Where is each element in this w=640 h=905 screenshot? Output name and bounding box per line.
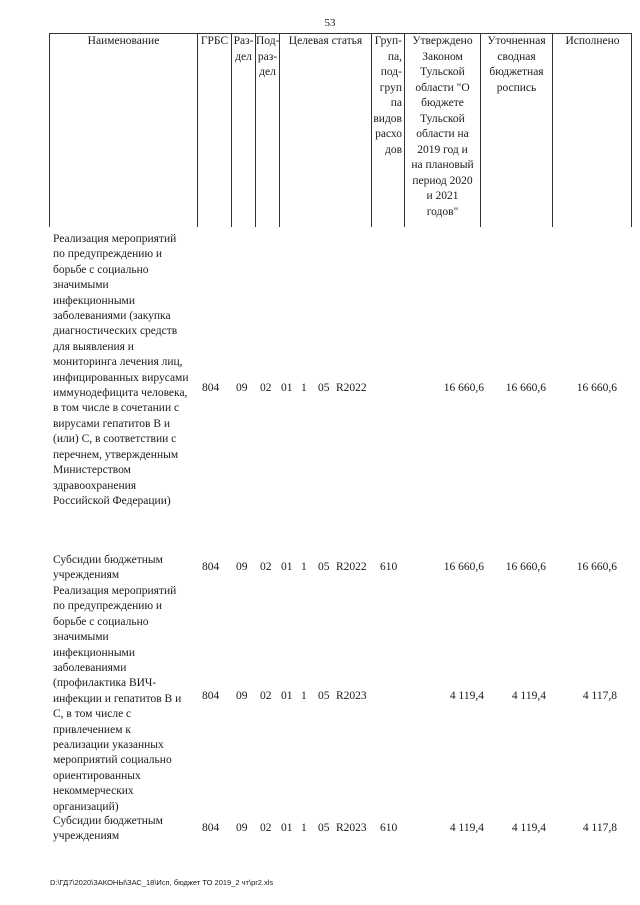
header-razdel: Раз- дел <box>231 33 255 227</box>
row-3-t4: R2023 <box>336 690 367 702</box>
row-4-approved: 4 119,4 <box>449 822 484 834</box>
row-1-grbs: 804 <box>202 382 220 394</box>
row-3-name: Реализация мероприятий по предупреждению и борьбе с социально значимыми инфекционными заболеваниями (профилактика ВИЧ- инфекции и гепатитов В и С, в том числе с привлечением к реализации указанных мероприятий социально ориентированных некоммерческих организаций) <box>53 585 182 813</box>
row-2-t2: 1 <box>301 561 307 573</box>
row-4-t1: 01 <box>281 822 293 834</box>
row-1-refined: 16 660,6 <box>505 382 546 394</box>
header-group: Груп- па, под- груп па видов расхо дов <box>371 33 404 227</box>
row-1-name: Реализация мероприятий по предупреждению и борьбе с социально значимыми инфекционными заболеваниями (закупка диагностических средств для выявления и мониторинга лечения лиц, инфицированных вирусами иммунодефицита человека, в том числе в сочетании с вирусами гепатитов В и (или) С, в соответствии с перечнем, утвержденным Министерством здравоохранения Российской Федерации) <box>53 233 189 507</box>
header-executed: Исполнено <box>552 33 632 227</box>
row-1-t2: 1 <box>301 382 307 394</box>
header-refined: Уточненная сводная бюджетная роспись <box>480 33 552 227</box>
row-2-name: Субсидии бюджетным учреждениям <box>53 554 163 582</box>
row-3-executed: 4 117,8 <box>582 690 617 702</box>
row-2-t4: R2022 <box>336 561 367 573</box>
row-4-refined: 4 119,4 <box>511 822 546 834</box>
row-2-t1: 01 <box>281 561 293 573</box>
header-target: Целевая статья <box>279 33 371 227</box>
row-2-refined: 16 660,6 <box>505 561 546 573</box>
row-2-group: 610 <box>380 561 398 573</box>
row-2-t3: 05 <box>318 561 330 573</box>
row-4-t2: 1 <box>301 822 307 834</box>
row-3-t2: 1 <box>301 690 307 702</box>
row-2-grbs: 804 <box>202 561 220 573</box>
row-3-refined: 4 119,4 <box>511 690 546 702</box>
row-1-approved: 16 660,6 <box>443 382 484 394</box>
row-4-t3: 05 <box>318 822 330 834</box>
row-4-name: Субсидии бюджетным учреждениям <box>53 815 163 843</box>
row-1-t1: 01 <box>281 382 293 394</box>
header-name: Наименование <box>49 33 197 227</box>
row-3-podrazdel: 02 <box>260 690 272 702</box>
row-4-executed: 4 117,8 <box>582 822 617 834</box>
row-4-razdel: 09 <box>236 822 248 834</box>
row-1-t3: 05 <box>318 382 330 394</box>
row-1-podrazdel: 02 <box>260 382 272 394</box>
row-1-executed: 16 660,6 <box>576 382 617 394</box>
row-1-razdel: 09 <box>236 382 248 394</box>
row-2-podrazdel: 02 <box>260 561 272 573</box>
row-4-podrazdel: 02 <box>260 822 272 834</box>
header-grbs: ГРБС <box>197 33 231 227</box>
row-3-grbs: 804 <box>202 690 220 702</box>
row-4-grbs: 804 <box>202 822 220 834</box>
row-2-executed: 16 660,6 <box>576 561 617 573</box>
row-3-approved: 4 119,4 <box>449 690 484 702</box>
table-header <box>49 33 632 227</box>
footer-file-path: D:\ГД7\2020\ЗАКОНЫ\ЗАС_18\Исп, бюджет ТО 2019_2 чт\pr2.xls <box>50 878 274 887</box>
row-3-t1: 01 <box>281 690 293 702</box>
row-4-t4: R2023 <box>336 822 367 834</box>
row-3-t3: 05 <box>318 690 330 702</box>
row-3-razdel: 09 <box>236 690 248 702</box>
row-2-razdel: 09 <box>236 561 248 573</box>
row-4-group: 610 <box>380 822 398 834</box>
header-approved: Утверждено Законом Тульской области "О бюджете Тульской области на 2019 год и на плановый период 2020 и 2021 годов" <box>404 33 480 227</box>
header-podrazdel: Под- раз- дел <box>255 33 279 227</box>
row-1-t4: R2022 <box>336 382 367 394</box>
page-number: 53 <box>324 17 336 29</box>
row-2-approved: 16 660,6 <box>443 561 484 573</box>
